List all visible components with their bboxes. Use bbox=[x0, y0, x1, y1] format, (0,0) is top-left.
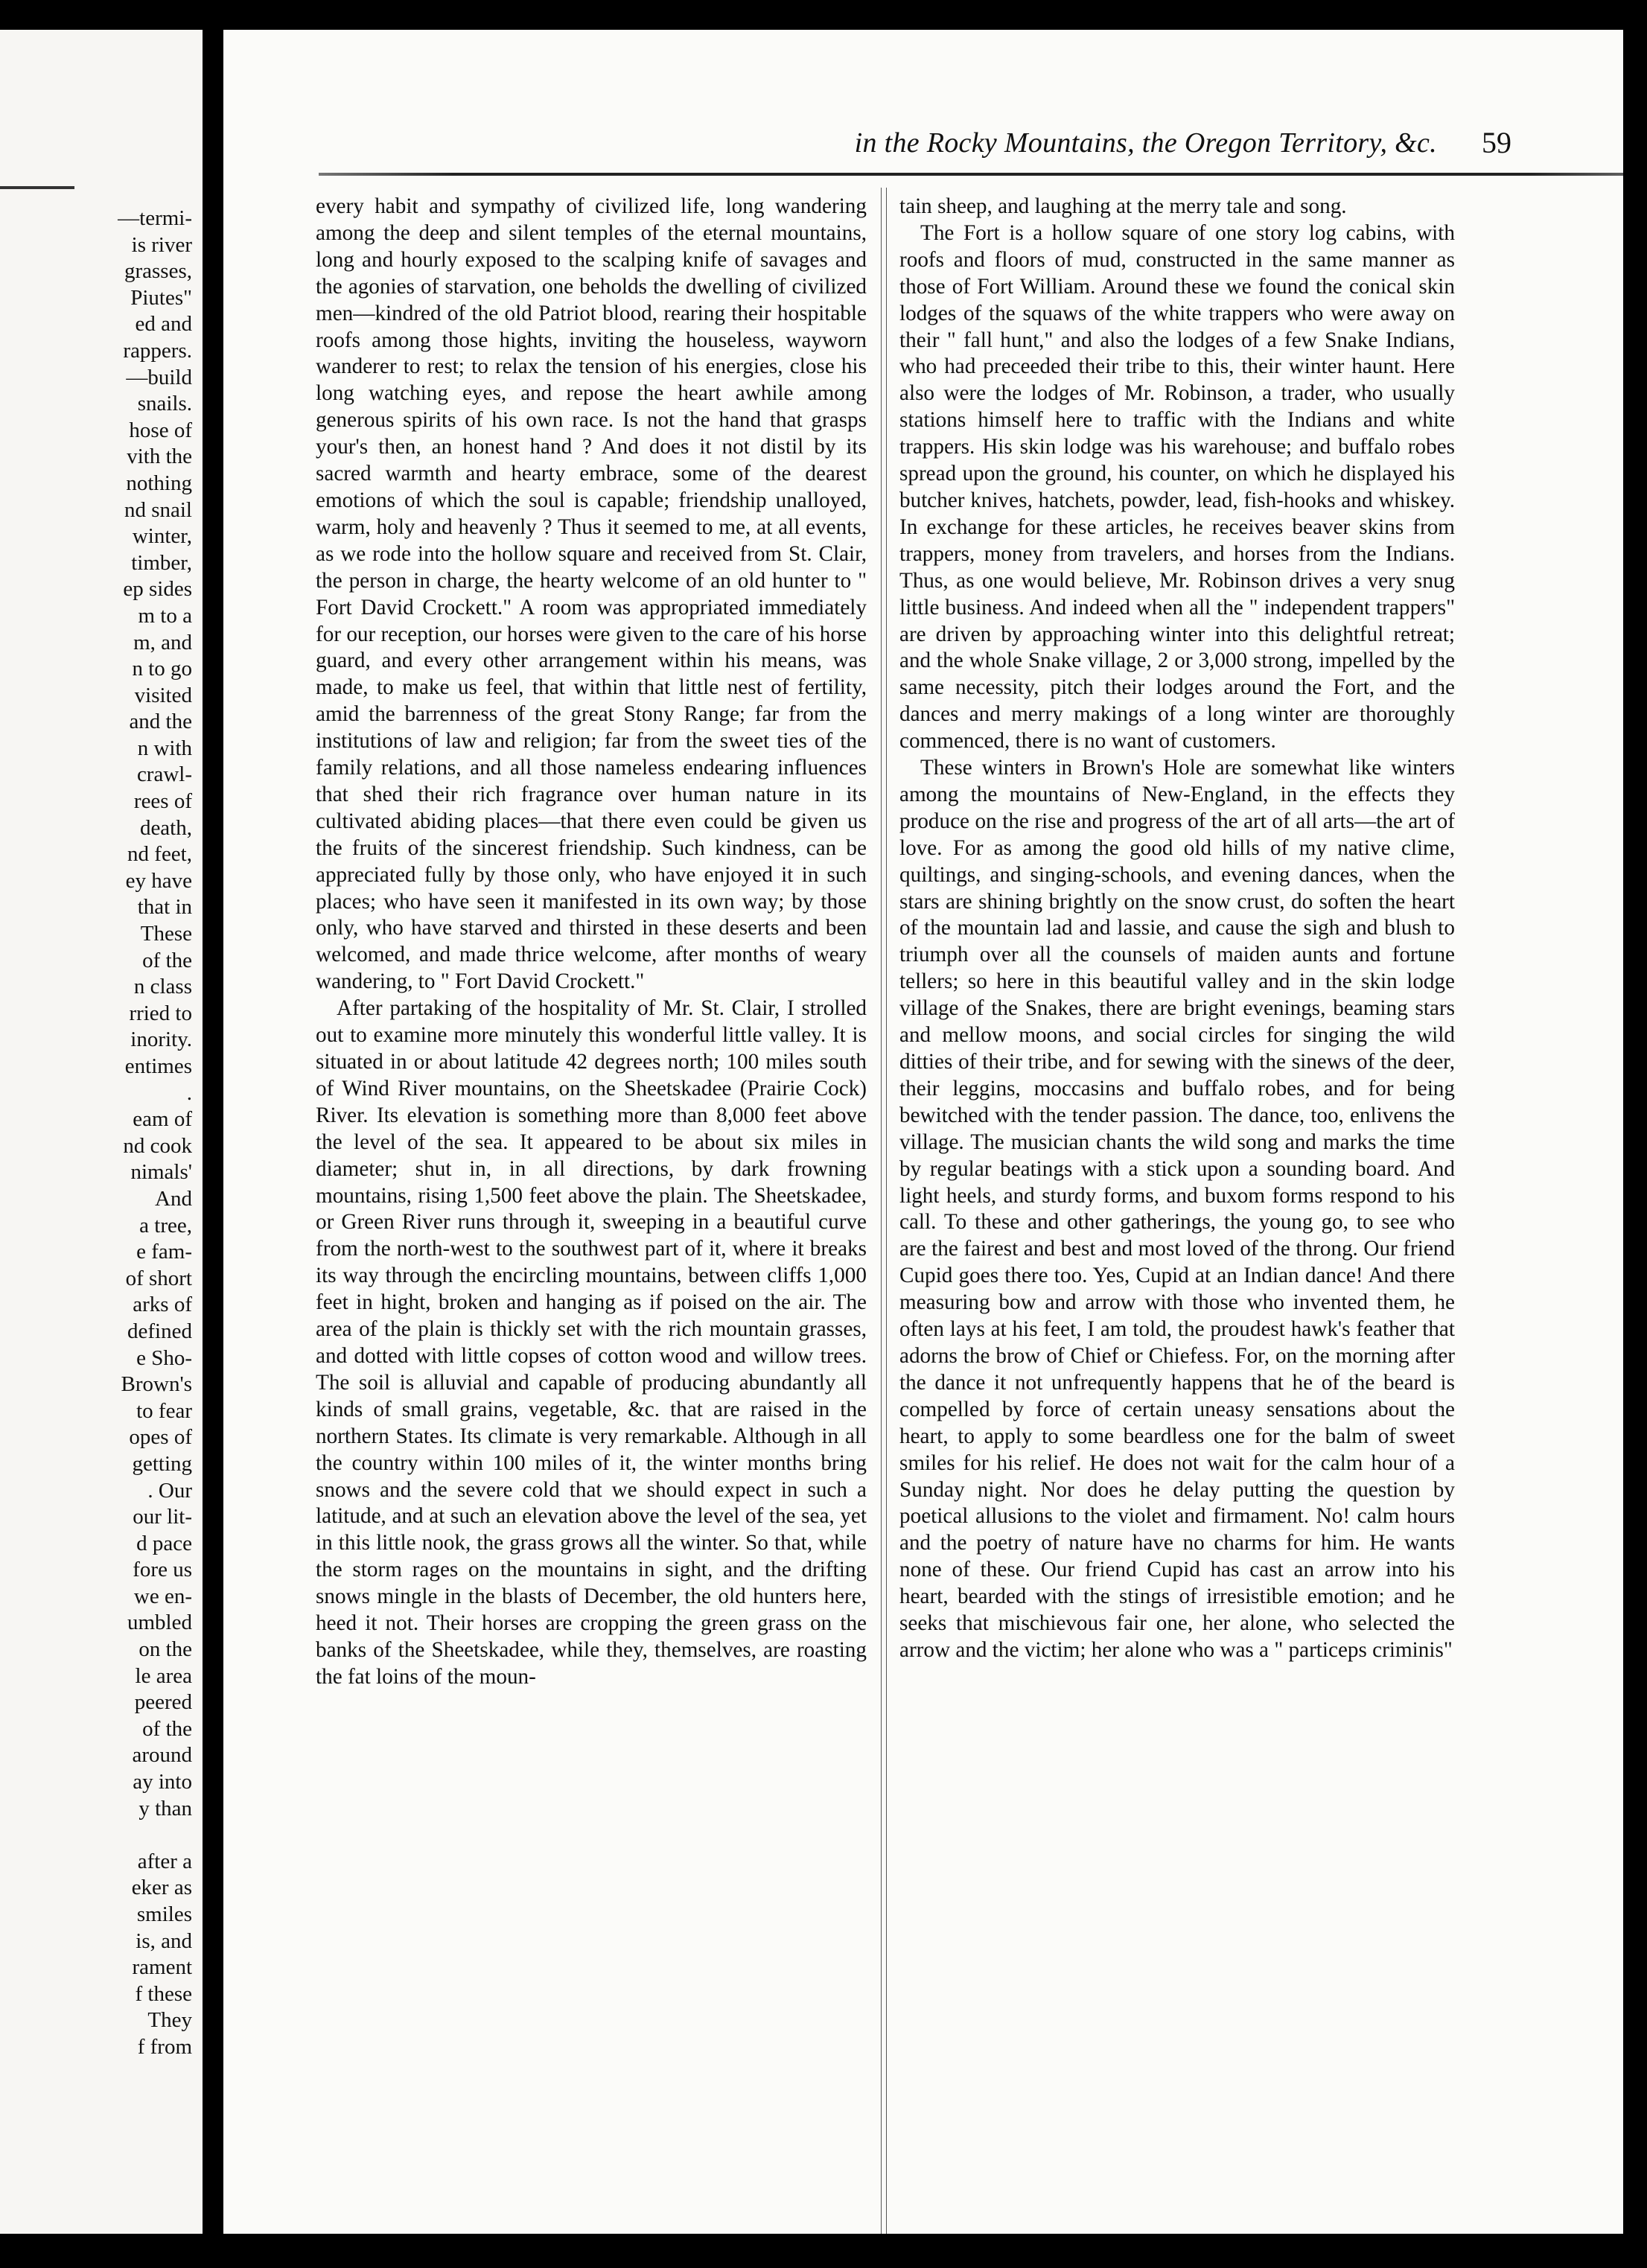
adjacent-page-line: e fam- bbox=[136, 1240, 192, 1264]
adjacent-page-line: —termi- bbox=[118, 206, 192, 230]
text-column-right bbox=[899, 194, 1455, 1664]
adjacent-page-line: timber, bbox=[131, 550, 192, 575]
adjacent-page-line: of the bbox=[142, 1716, 192, 1741]
adjacent-page-line: m to a bbox=[138, 603, 192, 628]
adjacent-page-line: defined bbox=[127, 1319, 192, 1343]
adjacent-page-line: is river bbox=[131, 232, 192, 257]
adjacent-page-line: umbled bbox=[127, 1611, 192, 1635]
book-page bbox=[223, 30, 1623, 2234]
adjacent-page-line: nd snail bbox=[124, 497, 192, 522]
column-divider bbox=[881, 188, 887, 2234]
paragraph: After partaking of the hospitality of Mr. St. Clair, I strolled out to examine more minutely this wonderful little valley. It is situated in or about latitude 42 degrees north; 100 miles south of Wind River mountains, on the Sheetskadee (Prairie Cock) River. Its elevation is something more than 8,000 feet above the level of the sea. It appeared to be about six miles in diameter; shut in, in all directions, by dark frowning mountains, rising 1,500 feet above the plain. The Sheetskadee, or Green River runs through it, sweeping in a beautiful curve from the north-west to the southwest part of it, where it breaks its way through the encircling mountains, between cliffs 1,000 feet in hight, broken and hanging as if poised on the air. The area of the plain is thickly set with the rich mountain grasses, and dotted with little copses of cotton wood and willow trees. The soil is alluvial and capable of producing abundantly all kinds of small grains, vegetable, &c. that are raised in the northern States. Its climate is very remarkable. Although in all the country within 100 miles of it, the winter months bring snows and the severe cold that we should expect in such a latitude, and at such an elevation above the level of the sea, yet in this little nook, the grass grows all the winter. So that, while the storm rages on the mountains in sight, and the drifting snows mingle in the blasts of December, the old hunters here, heed it not. Their horses are cropping the green grass on the banks of the Sheetskadee, while they, themselves, are roasting the fat loins of the moun- bbox=[316, 996, 867, 1689]
adjacent-page-line: y than bbox=[138, 1796, 192, 1821]
adjacent-page-line: around bbox=[132, 1743, 192, 1768]
adjacent-page-line: peered bbox=[134, 1690, 192, 1715]
adjacent-page-line: and the bbox=[129, 710, 192, 734]
adjacent-page-line: nd cook bbox=[123, 1133, 192, 1158]
adjacent-page-line: —build bbox=[126, 365, 192, 389]
header-rule bbox=[319, 173, 1623, 176]
adjacent-page-line: rament bbox=[132, 1955, 192, 1980]
running-head: in the Rocky Mountains, the Oregon Territory, &c. bbox=[854, 127, 1437, 159]
text-column-left bbox=[316, 194, 867, 1691]
adjacent-page-line: And bbox=[155, 1186, 192, 1211]
adjacent-page-line: rees of bbox=[133, 789, 192, 814]
adjacent-page-line: d pace bbox=[136, 1531, 192, 1555]
adjacent-page-line: smiles bbox=[136, 1902, 192, 1926]
adjacent-page-line: eker as bbox=[131, 1876, 192, 1900]
adjacent-page-line: of short bbox=[125, 1266, 192, 1290]
scan-border bbox=[1623, 0, 1647, 2268]
page-number: 59 bbox=[1482, 126, 1511, 159]
adjacent-page-line: we en- bbox=[133, 1584, 192, 1608]
adjacent-page-line: . bbox=[186, 1080, 192, 1105]
adjacent-page-line: rried to bbox=[129, 1001, 192, 1025]
adjacent-page-line: grasses, bbox=[124, 259, 192, 284]
adjacent-page-line: a tree, bbox=[139, 1213, 192, 1237]
adjacent-page-line: inority. bbox=[130, 1028, 192, 1052]
adjacent-page-line: They bbox=[147, 2008, 192, 2033]
adjacent-page-line: after a bbox=[137, 1849, 192, 1873]
adjacent-page-line: entimes bbox=[124, 1054, 192, 1078]
adjacent-page-line: fore us bbox=[133, 1558, 192, 1582]
adjacent-page-line: le area bbox=[135, 1663, 192, 1688]
adjacent-page-fragment bbox=[0, 30, 203, 2234]
adjacent-page-line: snails. bbox=[137, 392, 192, 416]
adjacent-page-text bbox=[118, 206, 192, 2061]
adjacent-page-line: n to go bbox=[132, 657, 192, 681]
adjacent-page-line: e Sho- bbox=[136, 1345, 192, 1370]
adjacent-page-line: Piutes" bbox=[130, 285, 192, 310]
adjacent-page-line: These bbox=[140, 922, 192, 946]
adjacent-page-line: hose of bbox=[129, 418, 192, 442]
adjacent-page-line: crawl- bbox=[136, 762, 192, 787]
adjacent-page-line: ed and bbox=[135, 312, 192, 337]
paragraph: every habit and sympathy of civilized life, long wandering among the deep and silent temples of the eternal mountains, long and hourly exposed to the scalping knife of savages and the agonies of starvation, one beholds the dwelling of civilized men—kindred of the old Patriot blood, rearing their hospitable roofs among those hights, inviting the houseless, wayworn wanderer to rest; to relax the tension of his energies, close his long watching eyes, and repose the heart awhile among generous spirits of his own race. Is not the hand that grasps your's then, an honest hand ? And does it not distil by its sacred warmth and hearty embrace, some of the dearest emotions of which the soul is capable; friendship unalloyed, warm, holy and heavenly ? Thus it seemed to me, at all events, as we rode into the hollow square and received from St. Clair, the person in charge, the hearty welcome of an old hunter to " Fort David Crockett." A room was appropriated immediately for our reception, our horses were given to the care of his horse guard, and every other arrangement within his means, was made, to make us feel, that within that little nest of fertility, amid the barrenness of the great Stony Range; far from the institutions of law and religion; far from the sweet ties of the family relations, and all those nameless endearing influences that shed their rich fragrance over human nature in its cultivated abiding places—that there even could be given us the fruits of the sincerest friendship. Such kindness, can be appreciated fully by those only, who have enjoyed it in such places; who have seen it manifested in its own way; by those only, who have starved and thirsted in these deserts and been welcomed, and made thrice welcome, after months of weary wandering, to " Fort David Crockett." bbox=[316, 194, 867, 994]
adjacent-page-line: of the bbox=[142, 948, 192, 972]
adjacent-page-line: ey have bbox=[125, 868, 192, 893]
adjacent-page-line: winter, bbox=[132, 524, 192, 549]
adjacent-page-line: vith the bbox=[127, 445, 192, 469]
adjacent-page-line: f from bbox=[137, 2034, 192, 2059]
adjacent-page-line: to fear bbox=[136, 1398, 192, 1423]
adjacent-page-line: nimals' bbox=[130, 1160, 192, 1185]
paragraph: The Fort is a hollow square of one story log cabins, with roofs and floors of mud, constructed in the same manner as those of Fort William. Around these we found the conical skin lodges of the squaws of the white trappers who were away on their " fall hunt," and also the lodges of a few Snake Indians, who had preceeded their tribe to this, their winter haunt. Here also were the lodges of Mr. Robinson, a trader, who usually stations himself here to traffic with the Indians and white trappers. His skin lodge was his warehouse; and buffalo robes spread upon the ground, his counter, on which he displayed his butcher knives, hatchets, powder, lead, fish-hooks and whiskey. In exchange for these articles, he receives beaver skins from trappers, money from travelers, and horses from the Indians. Thus, as one would believe, Mr. Robinson drives a very snug little business. And indeed when all the " independent trappers" are driven by approaching winter into this delightful retreat; and the whole Snake village, 2 or 3,000 strong, impelled by the same necessity, pitch their lodges around the Fort, and the dances and merry makings of a long winter are thoroughly commenced, there is no want of customers. bbox=[899, 220, 1455, 754]
adjacent-page-line bbox=[118, 1822, 192, 1849]
adjacent-page-line: is, and bbox=[136, 1928, 192, 1953]
adjacent-page-line: visited bbox=[134, 683, 192, 707]
adjacent-page-line: Brown's bbox=[121, 1372, 192, 1397]
adjacent-page-line: ay into bbox=[133, 1770, 192, 1794]
adjacent-page-line: death, bbox=[139, 815, 192, 840]
adjacent-page-line: nothing bbox=[126, 471, 192, 495]
adjacent-page-line: . Our bbox=[147, 1478, 192, 1503]
adjacent-page-line: arks of bbox=[133, 1293, 192, 1317]
adjacent-page-line: ep sides bbox=[123, 577, 192, 602]
adjacent-page-line: opes of bbox=[129, 1425, 192, 1450]
adjacent-page-line: f these bbox=[135, 1981, 192, 2006]
adjacent-page-line: rappers. bbox=[123, 338, 192, 363]
adjacent-page-line: n with bbox=[137, 736, 192, 760]
adjacent-page-line: m, and bbox=[133, 630, 192, 654]
adjacent-page-line: eam of bbox=[133, 1107, 192, 1132]
adjacent-page-line: nd feet, bbox=[127, 842, 192, 867]
adjacent-page-line: our lit- bbox=[133, 1505, 192, 1529]
adjacent-page-rule bbox=[0, 186, 74, 189]
paragraph: tain sheep, and laughing at the merry tale and song. bbox=[899, 194, 1347, 218]
adjacent-page-line: getting bbox=[132, 1451, 192, 1476]
adjacent-page-line: that in bbox=[137, 895, 192, 920]
adjacent-page-line: on the bbox=[138, 1637, 192, 1662]
adjacent-page-line: n class bbox=[133, 975, 192, 999]
paragraph: These winters in Brown's Hole are somewhat like winters among the mountains of New-England, in the effects they produce on the rise and progress of the art of all arts—the art of love. For as among the good old hills of my native clime, quiltings, and singing-schools, and evening dances, when the stars are shining brightly on the snow crust, do soften the heart of the mountain lad and lassie, and cause the sigh and blush to triumph over all the counsels of maiden aunts and fortune tellers; so here in this beautiful valley and in the skin lodge village of the Snakes, there are bright evenings, beaming stars and mellow moons, and social circles for singing the wild ditties of their tribe, and for sewing with the sinews of the deer, their leggins, moccasins and buffalo robes, and for being bewitched with the tender passion. The dance, too, enlivens the village. The musician chants the wild song and marks the time by regular beatings with a stick upon a sounding board. And light heels, and sturdy forms, and buxom forms respond to his call. To these and other gatherings, the young go, to see who are the fairest and best and most loved of the throng. Our friend Cupid goes there too. Yes, Cupid at an Indian dance! And there measuring bow and arrow with those who invented them, he often lays at his feet, I am told, the proudest hawk's feather that adorns the brow of Chief or Chiefess. For, on the morning after the dance it not unfrequently happens that he of the beard is compelled by force of certain uneasy sensations about the heart, to apply to some beardless one for the balm of sweet smiles for his relief. He does not wait for the calm hour of a Sunday night. Nor does he delay putting the question by poetical allusions to the violet and firmament. No! calm hours and the poetry of nature have no charms for him. He wants none of these. Our friend Cupid has cast an arrow into his heart, bearded with the stings of irresistible emotion; and he seeks that mischievous fair one, her alone, who selected the arrow and the victim; her alone who was a " particeps criminis" bbox=[899, 756, 1455, 1662]
